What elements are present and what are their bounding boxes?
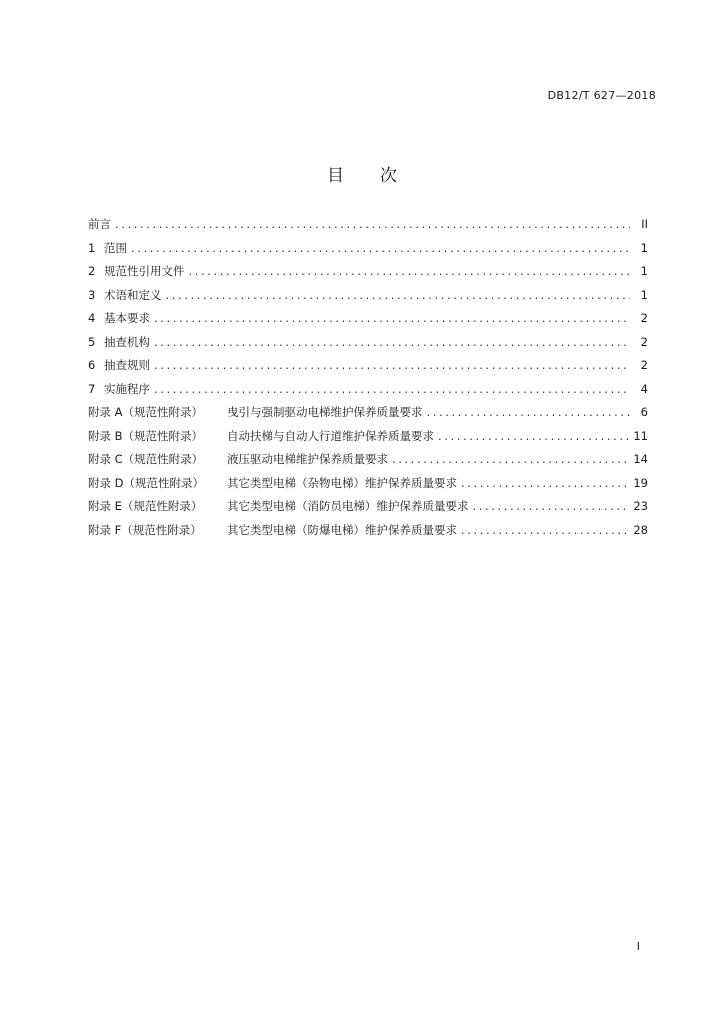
toc-entry-annex[interactable] bbox=[88, 404, 648, 428]
toc-entry-label: 7 实施程序 bbox=[88, 381, 150, 396]
toc-entry-label: 2 规范性引用文件 bbox=[88, 264, 185, 278]
toc-entry-annex[interactable] bbox=[88, 498, 648, 522]
toc-entry-annex[interactable] bbox=[88, 522, 648, 546]
toc-leader-dots bbox=[154, 382, 630, 396]
toc-title bbox=[0, 161, 724, 186]
toc-entry-section[interactable] bbox=[88, 240, 648, 264]
toc-entry-label: 5 抽查机构 bbox=[88, 334, 150, 349]
toc-entry-section[interactable] bbox=[88, 263, 648, 287]
toc-entry-page: 4 bbox=[640, 381, 648, 396]
toc-entry-number: 6 bbox=[88, 358, 96, 372]
toc-annex-prefix: 附录 E（规范性附录） bbox=[88, 499, 203, 513]
document-code: DB12/T 627—2018 bbox=[547, 89, 656, 102]
toc-annex-prefix: 附录 F（规范性附录） bbox=[88, 522, 202, 537]
toc-entry-page: 14 bbox=[633, 452, 648, 466]
toc-leader-dots bbox=[392, 452, 629, 466]
toc-entry-label: 附录 E（规范性附录） 其它类型电梯（消防员电梯）维护保养质量要求 bbox=[88, 499, 469, 513]
toc-entry-label: 附录 B（规范性附录） 自动扶梯与自动人行道维护保养质量要求 bbox=[88, 428, 434, 443]
toc-leader-dots bbox=[461, 476, 629, 490]
page-number: I bbox=[636, 940, 640, 953]
toc-entry-foreword[interactable] bbox=[88, 216, 648, 240]
table-of-contents bbox=[88, 216, 648, 545]
toc-entry-label: 附录 D（规范性附录） 其它类型电梯（杂物电梯）维护保养质量要求 bbox=[88, 475, 457, 490]
toc-entry-section[interactable] bbox=[88, 357, 648, 381]
toc-entry-label: 1 范围 bbox=[88, 240, 127, 255]
toc-entry-label: 3 术语和定义 bbox=[88, 287, 162, 302]
toc-leader-dots bbox=[154, 311, 630, 325]
toc-entry-page: 11 bbox=[633, 428, 648, 443]
toc-entry-label: 附录 C（规范性附录） 液压驱动电梯维护保养质量要求 bbox=[88, 452, 388, 466]
toc-annex-prefix: 附录 A（规范性附录） bbox=[88, 405, 204, 419]
toc-leader-dots bbox=[427, 405, 631, 419]
toc-entry-section[interactable] bbox=[88, 381, 648, 405]
toc-leader-dots bbox=[166, 288, 631, 302]
toc-entry-page: 1 bbox=[640, 287, 648, 302]
toc-entry-number: 7 bbox=[88, 381, 96, 396]
toc-leader-dots bbox=[473, 499, 630, 513]
toc-entry-page: 6 bbox=[640, 405, 648, 419]
toc-entry-page: 19 bbox=[633, 475, 648, 490]
toc-entry-page: 28 bbox=[633, 522, 648, 537]
toc-entry-label: 附录 F（规范性附录） 其它类型电梯（防爆电梯）维护保养质量要求 bbox=[88, 522, 457, 537]
toc-leader-dots bbox=[131, 241, 630, 255]
toc-leader-dots bbox=[154, 335, 630, 349]
toc-entry-page: 23 bbox=[633, 499, 648, 513]
toc-leader-dots bbox=[461, 523, 629, 537]
toc-entry-label: 附录 A（规范性附录） 曳引与强制驱动电梯维护保养质量要求 bbox=[88, 405, 423, 419]
toc-entry-page: 1 bbox=[640, 240, 648, 255]
toc-entry-section[interactable] bbox=[88, 310, 648, 334]
toc-entry-page: 2 bbox=[640, 334, 648, 349]
toc-entry-page: II bbox=[641, 217, 648, 231]
toc-entry-number: 5 bbox=[88, 334, 96, 349]
toc-leader-dots bbox=[154, 358, 630, 372]
toc-entry-annex[interactable] bbox=[88, 428, 648, 452]
toc-annex-prefix: 附录 C（规范性附录） bbox=[88, 452, 204, 466]
toc-title-char-2: 次 bbox=[380, 166, 397, 186]
toc-title-char-1: 目 bbox=[327, 166, 344, 186]
toc-leader-dots bbox=[189, 264, 631, 278]
toc-entry-number: 1 bbox=[88, 240, 96, 255]
toc-entry-number: 3 bbox=[88, 287, 96, 302]
toc-entry-number: 2 bbox=[88, 264, 96, 278]
toc-entry-label: 6 抽查规则 bbox=[88, 358, 150, 372]
toc-entry-page: 2 bbox=[640, 358, 648, 372]
toc-entry-page: 1 bbox=[640, 264, 648, 278]
toc-entry-page: 2 bbox=[640, 311, 648, 325]
toc-entry-section[interactable] bbox=[88, 334, 648, 358]
toc-entry-number: 4 bbox=[88, 311, 96, 325]
toc-entry-section[interactable] bbox=[88, 287, 648, 311]
toc-entry-annex[interactable] bbox=[88, 451, 648, 475]
toc-leader-dots bbox=[438, 429, 629, 443]
toc-leader-dots bbox=[115, 217, 630, 231]
toc-entry-annex[interactable] bbox=[88, 475, 648, 499]
toc-annex-prefix: 附录 D（规范性附录） bbox=[88, 475, 205, 490]
toc-annex-prefix: 附录 B（规范性附录） bbox=[88, 428, 204, 443]
toc-entry-label: 4 基本要求 bbox=[88, 311, 150, 325]
toc-entry-label: 前言 bbox=[88, 217, 111, 231]
